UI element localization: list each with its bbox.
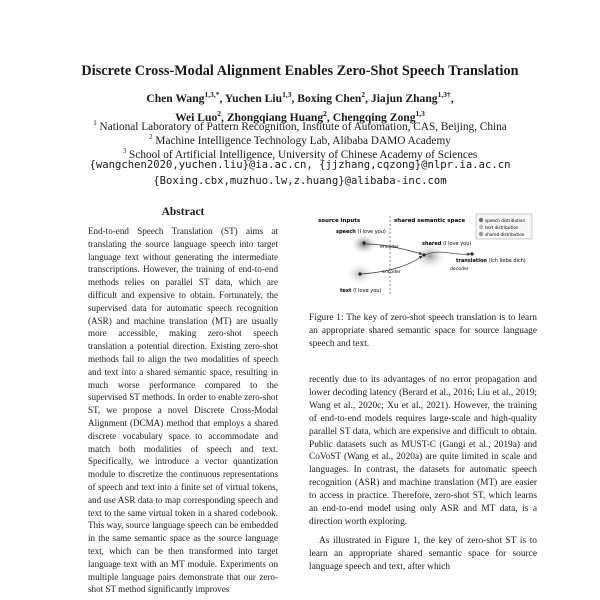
paper-title: Discrete Cross-Modal Alignment Enables Zero-Shot Speech Translation: [81, 63, 519, 79]
author: Chengqing Zong$^{1,3}$: [332, 108, 425, 124]
legend-item: text distribution: [485, 225, 519, 230]
figure-caption: Figure 1: The key of zero-shot speech translation is to learn an appropriate shared semantic space for source language speech and text.: [309, 313, 537, 349]
abstract-text: End-to-end Speech Translation (ST) aims at translating the source language speech into target language text without generating the intermediate transcriptions. However, the training of end-to-end methods relies on parallel ST data, which are difficult and expensive to obtain. Fortunately, the supervised data for automatic speech recognition (ASR) and machine translation (MT) are usually more accessible, making zero-shot speech translation a potential direction. Existing zero-shot methods fail to align the two modalities of speech and text into a shared semantic space, resulting in much worse performance compared to the supervised ST methods. In order to enable zero-shot ST, we propose a novel Discrete Cross-Modal Alignment (DCMA) method that employs a shared discrete vocabulary space to accommodate and match both modalities of speech and text. Specifically, we introduce a vector quantization module to discretize the continuous representations of speech and text into a finite set of virtual tokens, and use ASR data to map corresponding speech and text to the same virtual token in a shared codebook. This way, source language speech can be embedded in the same semantic space as the source language text, which can be then transformed into target language text with an MT module. Experiments on multiple language pairs demonstrate that our zero-shot ST method significantly improves: [88, 226, 278, 595]
paragraph: As illustrated in Figure 1, the key of zero-shot ST is to learn an appropriate shared semantic space for source language speech and text, after which: [309, 535, 537, 572]
affiliation-1: $^1$ National Laboratory of Pattern Recognition, Institute of Automation, CAS, Beijing, China: [93, 119, 507, 133]
label-decoder: decoder: [450, 267, 469, 272]
label-encoder-bottom: encoder: [382, 270, 401, 275]
label-source-inputs: source inputs: [318, 218, 361, 224]
abstract-heading: Abstract: [161, 206, 205, 218]
paragraph: recently due to its advantages of no error propagation and lower decoding latency (Berard et al., 2016; Liu et al., 2019; Wang et al., 2020c; Xu et al., 2021). However, the training of end-to-end models requires large-scale and high-quality parallel ST data, which are expensive and difficult to obtain. Public datasets such as MUST-C (Gangi et al., 2019a) and CoVoST (Wang et al., 2020a) are quite limited in scale and languages. In contrast, the datasets for automatic speech recognition (ASR) and machine translation (MT) are easier to access in practice. Therefore, zero-shot ST, which learns an end-to-end model using only ASR and MT data, is a direction worth exploring.: [309, 375, 537, 527]
label-encoder-top: encoder: [380, 245, 399, 250]
legend-swatch-shared: [479, 232, 483, 236]
author-line-2: Wei Luo$^2$, Zhongqiang Huang$^2$, Chengqing Zong$^{1,3}$: [175, 108, 425, 124]
email-line-2: {Boxing.cbx,muzhuo.lw,z.huang}@alibaba-inc.com: [153, 175, 447, 187]
author: Zhongqiang Huang$^2$: [226, 108, 327, 124]
label-shared-space: shared semantic space: [394, 218, 466, 224]
legend-swatch-speech: [479, 218, 483, 222]
author: Wei Luo$^2$: [175, 108, 222, 124]
author: Chen Wang$^{1,3,*}$: [146, 90, 220, 105]
figure-diagram: [312, 212, 534, 300]
figure-1: [312, 212, 534, 300]
email-line-1: {wangchen2020,yuchen.liu}@ia.ac.cn, {jjzhang,cqzong}@nlpr.ia.ac.cn: [89, 159, 511, 171]
affiliation-3: $^3$ School of Artificial Intelligence, University of Chinese Academy of Sciences: [122, 147, 478, 161]
label-speech: speech (I love you): [336, 229, 386, 235]
figure-legend: [476, 214, 532, 239]
author: Jiajun Zhang$^{1,3\dagger}$: [370, 90, 451, 105]
legend-item: shared distribution: [485, 232, 525, 237]
author: Boxing Chen$^2$: [297, 90, 366, 105]
author-line-1: Chen Wang$^{1,3,*}$, Yuchen Liu$^{1,3}$, Boxing Chen$^2$, Jiajun Zhang$^{1,3\dagger}$,: [146, 90, 454, 105]
author: Yuchen Liu$^{1,3}$: [224, 90, 292, 105]
legend-swatch-text: [479, 225, 483, 229]
affiliation-2: $^2$ Machine Intelligence Technology Lab, Alibaba DAMO Academy: [149, 133, 451, 147]
translation-point: [470, 252, 473, 255]
legend-item: speech distribution: [485, 218, 526, 223]
label-translation: translation (Ich liebe dich): [456, 258, 526, 264]
label-text: text (I love you): [340, 288, 382, 294]
right-column-body: [309, 374, 537, 580]
label-shared: shared (I love you): [422, 241, 472, 247]
